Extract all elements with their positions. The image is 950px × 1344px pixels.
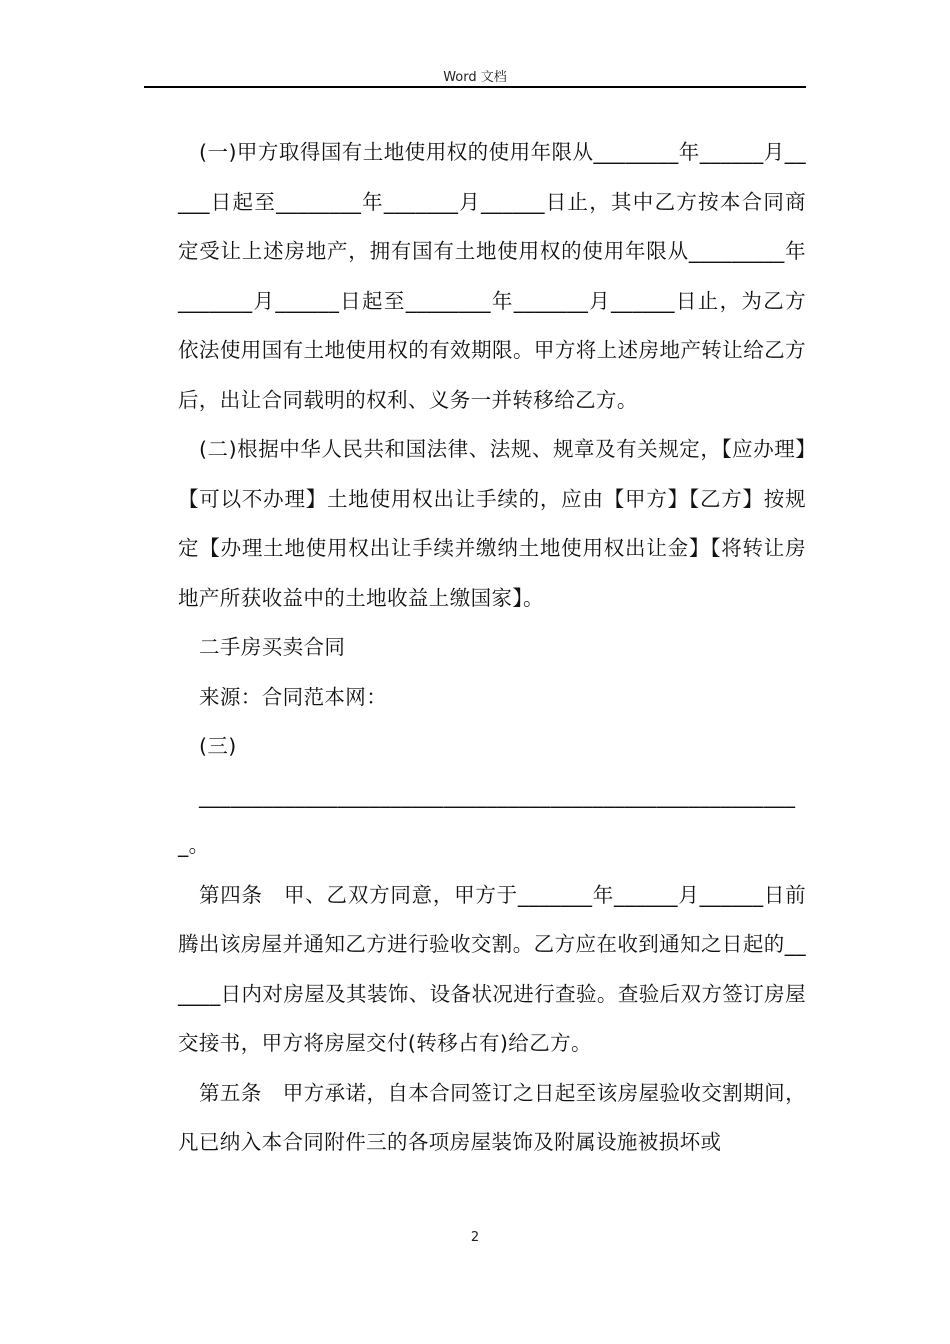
paragraph-clause-1: (一)甲方取得国有土地使用权的使用年限从________年______月_____日起至________年_______月______日止，其中乙方按本合同商定受让上述房地产，拥有国有土地使用权的使用年限从_________年_______月______日起至________年_______月______日止，为乙方依法使用国有土地使用权的有效期限。甲方将上述房地产转让给乙方后，出让合同载明的权利、义务一并转移给乙方。 [178,140,806,412]
paragraph-source: 来源：合同范本网： [199,684,388,709]
paragraph-article-4: 第四条 甲、乙双方同意，甲方于_______年______月______日前腾出该房屋并通知乙方进行验收交割。乙方应在收到通知之日起的______日内对房屋及其装饰、设备状况进行查验。查验后双方签订房屋交接书，甲方将房屋交付(转移占有)给乙方。 [178,882,806,1055]
document-header: Word 文档 [443,70,507,85]
header-divider [144,86,806,88]
paragraph-blank-line: _________________________________________________________。 [178,783,796,857]
document-body [178,128,806,1168]
paragraph-article-5: 第五条 甲方承诺，自本合同签订之日起至该房屋验收交割期间，凡已纳入本合同附件三的各项房屋装饰及附属设施被损坏或 [178,1080,806,1154]
page-number: 2 [470,1230,480,1245]
paragraph-heading: 二手房买卖合同 [199,635,346,659]
paragraph-clause-3: (三) [199,734,237,758]
paragraph-clause-2: (二)根据中华人民共和国法律、法规、规章及有关规定，【应办理】【可以不办理】土地使用权出让手续的，应由【甲方】【乙方】按规定【办理土地使用权出让手续并缴纳土地使用权出让金】【将转让房地产所获收益中的土地收益上缴国家】。 [178,437,806,610]
